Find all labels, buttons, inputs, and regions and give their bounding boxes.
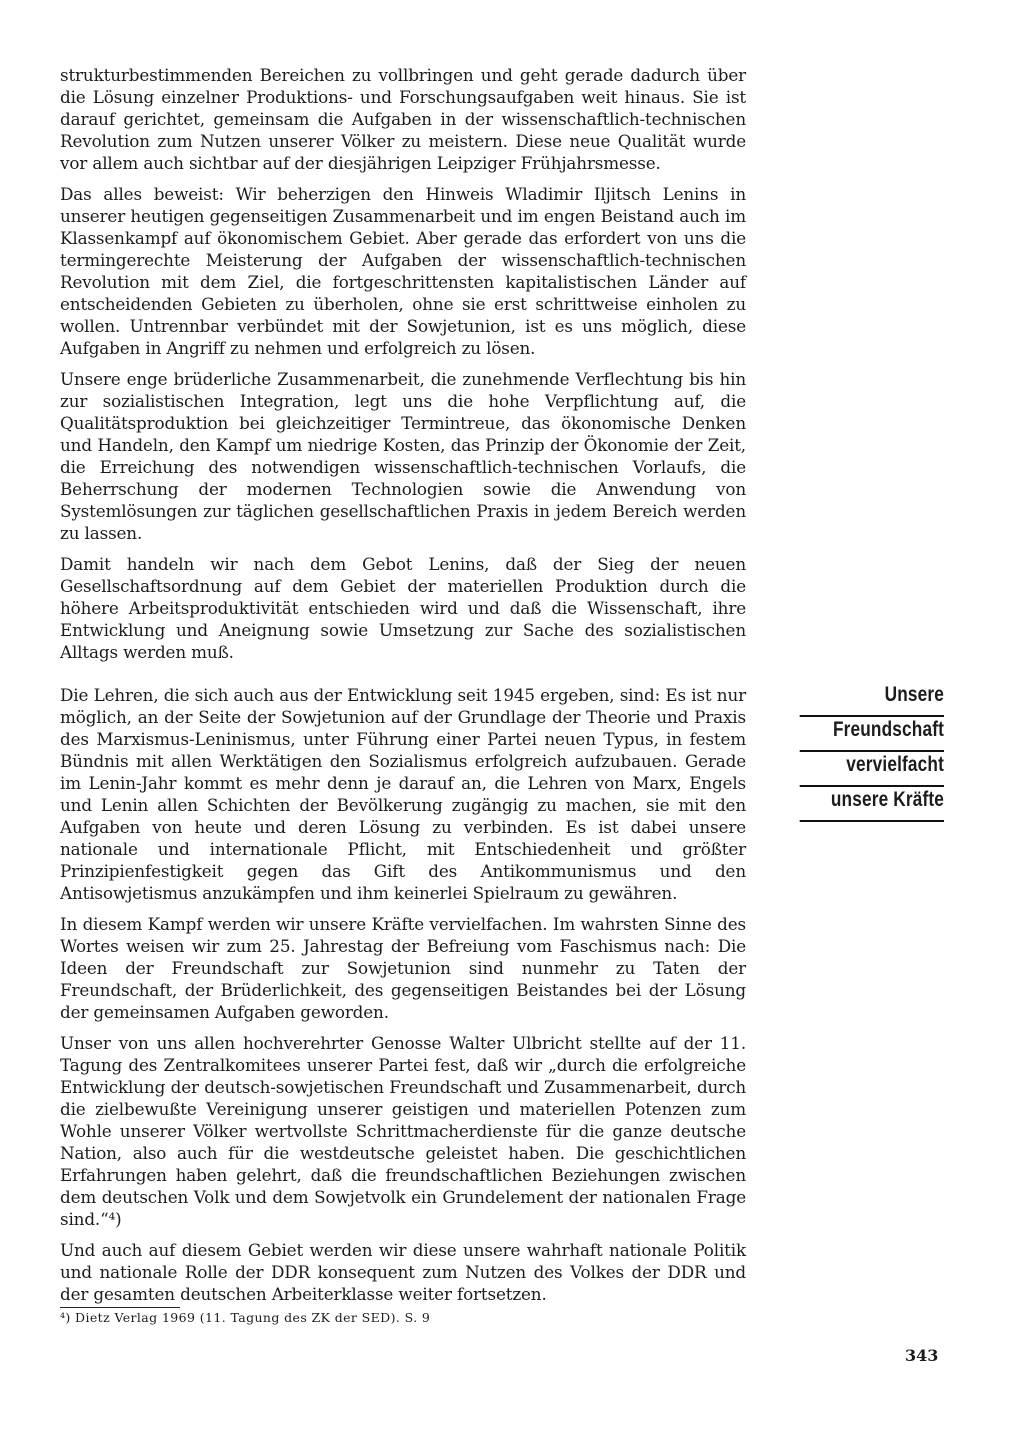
page-number: 343 <box>905 1346 939 1365</box>
side-heading <box>800 682 944 822</box>
side-heading-line: Freundschaft <box>800 717 944 752</box>
paragraph: Unsere enge brüderliche Zusammenarbeit, die zunehmende Verflechtung bis hin zur sozialistischen Integration, legt uns die hohe Verpflichtung auf, die Qualitätsproduktion bei gleichzeitiger Termintreue, das ökonomische Denken und Handeln, den Kampf um niedrige Kosten, das Prinzip der Ökonomie der Zeit, die Erreichung des notwendigen wissenschaftlich-technischen Vorlaufs, die Beherrschung der modernen Technologien sowie die Anwendung von Systemlösungen zur täglichen gesellschaftlichen Praxis in jedem Bereich werden zu lassen. <box>60 369 746 543</box>
paragraph: strukturbestimmenden Bereichen zu vollbringen und geht gerade dadurch über die Lösung einzelner Produktions- und Forschungsaufgaben weit hinaus. Sie ist darauf gerichtet, gemeinsam die Aufgaben in der wissenschaftlich-technischen Revolution zum Nutzen unserer Völker zu meistern. Diese neue Qualität wurde vor allem auch sichtbar auf der diesjährigen Leipziger Frühjahrsmesse. <box>60 65 746 173</box>
text-section-2 <box>60 684 746 1305</box>
side-heading-line: unsere Kräfte <box>800 787 944 822</box>
side-heading-line: Unsere <box>800 682 944 717</box>
paragraph: In diesem Kampf werden wir unsere Kräfte vervielfachen. Im wahrsten Sinne des Wortes weisen wir zum 25. Jahrestag der Befreiung vom Faschismus nach: Die Ideen der Freundschaft zur Sowjetunion sind nunmehr zu Taten der Freundschaft, der Brüderlichkeit, des gegenseitigen Beistandes bei der Lösung der gemeinsamen Aufgaben geworden. <box>60 914 746 1022</box>
paragraph: Die Lehren, die sich auch aus der Entwicklung seit 1945 ergeben, sind: Es ist nur möglich, an der Seite der Sowjetunion auf der Grundlage der Theorie und Praxis des Marxismus-Leninismus, unter Führung einer Partei neuen Typus, in festem Bündnis mit allen Werktätigen den Sozialismus erfolgreich aufzubauen. Gerade im Lenin-Jahr kommt es mehr denn je darauf an, die Lehren von Marx, Engels und Lenin allen Schichten der Bevölkerung zugängig zu machen, sie mit den Aufgaben von heute und deren Lösung zu verbinden. Es ist dabei unsere nationale und internationale Pflicht, mit Entschiedenheit und größter Prinzipienfestigkeit gegen das Gift des Antikommunismus und den Antisowjetismus anzukämpfen und ihm keinerlei Spielraum zu gewähren. <box>60 685 746 903</box>
footnote: ⁴) Dietz Verlag 1969 (11. Tagung des ZK der SED). S. 9 <box>60 1310 431 1325</box>
paragraph: Damit handeln wir nach dem Gebot Lenins, daß der Sieg der neuen Gesellschaftsordnung auf dem Gebiet der materiellen Produktion durch die höhere Arbeitsproduktivität entschieden wird und daß die Wissenschaft, ihre Entwicklung und Aneignung sowie Umsetzung zur Sache des sozialistischen Alltags werden muß. <box>60 554 746 662</box>
paragraph: Und auch auf diesem Gebiet werden wir diese unsere wahrhaft nationale Politik und nationale Rolle der DDR konsequent zum Nutzen des Volkes der DDR und der gesamten deutschen Arbeiterklasse weiter fortsetzen. <box>60 1240 746 1304</box>
side-heading-line: vervielfacht <box>800 752 944 787</box>
paragraph: Das alles beweist: Wir beherzigen den Hinweis Wladimir Iljitsch Lenins in unserer heutigen gegenseitigen Zusammenarbeit und im engen Beistand auch im Klassenkampf auf ökonomischem Gebiet. Aber gerade das erfordert von uns die termingerechte Meisterung der Aufgaben der wissenschaftlich-technischen Revolution mit dem Ziel, die fortgeschrittensten kapitalistischen Länder auf entscheidenden Gebieten zu überholen, ohne sie erst schrittweise einholen zu wollen. Untrennbar verbündet mit der Sowjetunion, ist es uns möglich, diese Aufgaben in Angriff zu nehmen und erfolgreich zu lösen. <box>60 184 746 358</box>
footnote-divider <box>60 1307 180 1308</box>
text-section-1 <box>60 64 746 663</box>
paragraph: Unser von uns allen hochverehrter Genosse Walter Ulbricht stellte auf der 11. Tagung des Zentralkomitees unserer Partei fest, daß wir „durch die erfolgreiche Entwicklung der deutsch-sowjetischen Freundschaft und Zusammenarbeit, durch die zielbewußte Vereinigung unserer geistigen und materiellen Potenzen zum Wohle unserer Völker wertvollste Schrittmacherdienste für die ganze deutsche Nation, also auch für die westdeutsche geleistet haben. Die geschichtlichen Erfahrungen haben gelehrt, daß die freundschaftlichen Beziehungen zwischen dem deutschen Volk und dem Sowjetvolk ein Grundelement der nationalen Frage sind.“⁴) <box>60 1033 746 1229</box>
